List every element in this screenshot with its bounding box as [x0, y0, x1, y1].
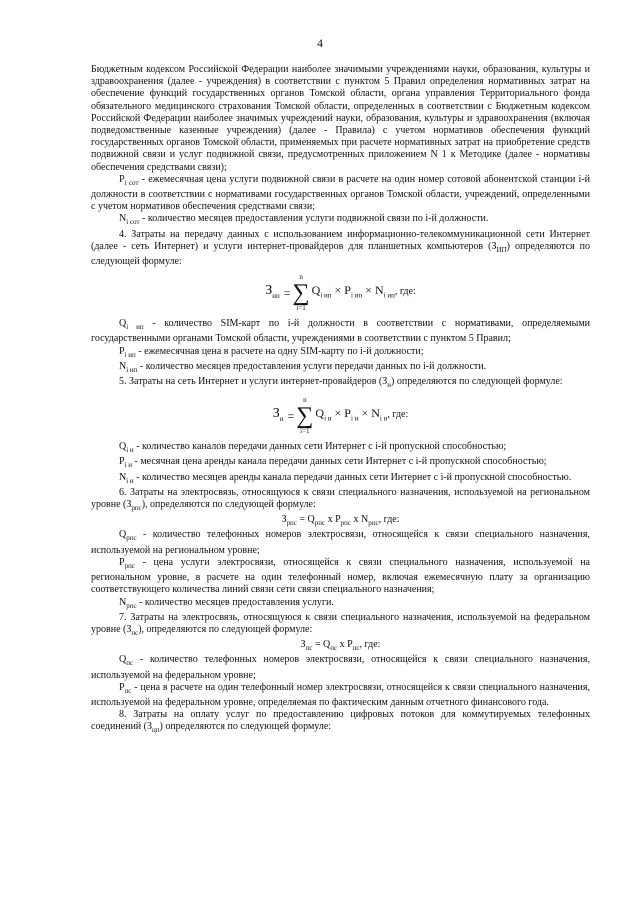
formula-federal-special: $З_{пс} = Q_{пс}$ х $P_{пс}$, где:	[300, 639, 381, 653]
definition-n-i: $N_{i и}$ - количество месяцев аренды канала передачи данных сети Интернет с i-й пропускной способностью.	[119, 471, 572, 485]
paragraph-7: 7. Затраты на электросвязь, относящуюся к связи специального назначения, используемой на федеральном уровне $(З_{пс})$, определяются по следующей формуле:	[91, 611, 590, 637]
definition-n-ip: $N_{i ип}$ - количество месяцев предоставления услуги передачи данных по i-й должности.	[119, 360, 487, 374]
formula-internet-tablets: $З_{ип}$ = n ∑ i=1 $Q_{i ип} \times P_{i ип} \times N_{i ип}$, где:	[265, 273, 416, 313]
definition-q-rps: $Q_{рпс}$ - количество телефонных номеров электросвязи, относящейся к связи специального назначения, используемой на региональном уровне;	[91, 529, 590, 556]
document-body	[91, 64, 590, 737]
paragraph-8: 8. Затраты на оплату услуг по предоставлению цифровых потоков для коммутируемых телефонных соединений $(З_{цп})$ определяются по следующей формуле:	[91, 709, 590, 735]
definition-q-ps: $Q_{пс}$ - количество телефонных номеров электросвязи, относящейся к связи специального назначения, используемой на федеральном уровне;	[91, 654, 590, 681]
paragraph-6: 6. Затраты на электросвязь, относящуюся к связи специального назначения, используемой на региональном уровне $(З_{рпс})$, определяются по следующей формуле:	[91, 486, 590, 513]
definition-p-rps: $P_{рпс}$ - цена услуги электросвязи, относящейся к связи специального назначения, используемой на региональном уровне, в расчете на один телефонный номер, включая ежемесячную плату за организацию соответствующего количества линий связи сети связи специального назначения;	[91, 556, 590, 596]
sum-symbol: n ∑ i=1	[296, 396, 314, 436]
paragraph-intro: Бюджетным кодексом Российской Федерации наиболее значимыми учреждениями науки, образования, культуры и здравоохранения (далее - учреждения) в соответствии с пунктом 5 Правил определения нормативных затрат на обеспечение функций государственных органов Томской области, органа управления Территориального фонда обязательного медицинского страхования Томской области, определенных в соответствии с Бюджетным кодексом Российской Федерации наиболее значимых учреждений науки, образования, культуры и здравоохранения (включая подведомственные казенные учреждения) (далее - Правила) с учетом нормативов обеспечения функций государственных органов Томской области, применяемых при расчете нормативных затрат на приобретение средств подвижной связи и услуг подвижной связи, предусмотренных приложением N 1 к Методике (далее - нормативы обеспечения средствами связи);	[91, 64, 590, 173]
definition-q-i: $Q_{i и}$ - количество каналов передачи данных сети Интернет с i-й пропускной способностью;	[119, 441, 507, 455]
formula-regional-special: $З_{рпс} = Q_{рпс}$ х $P_{рпс}$ х $N_{рпс}$, где:	[281, 514, 400, 528]
page-number: 4	[317, 36, 323, 50]
definition-p-ip: $P_{i ип}$ - ежемесячная цена в расчете на одну SIM-карту по i-й должности;	[119, 345, 424, 359]
definition-q-ip: $Q_{i ип}$ - количество SIM-карт по i-й должности в соответствии с нормативами, определяемыми государственными органами Томской области, учреждениями в соответствии с пунктом 5 Правил;	[91, 318, 591, 345]
definition-p-sot: $P_{i сот}$ - ежемесячная цена услуги подвижной связи в расчете на один номер сотовой абонентской станции i-й должности в соответствии с нормативами государственных органов Томской области, учреждений, определенными с учетом нормативов обеспечения средствами связи;	[91, 173, 590, 213]
definition-n-sot: $N_{i сот}$ - количество месяцев предоставления услуги подвижной связи по i-й должности.	[119, 213, 489, 227]
paragraph-5: 5. Затраты на сеть Интернет и услуги интернет-провайдеров $(З_и)$ определяются по следующей формуле:	[119, 376, 563, 390]
paragraph-4: 4. Затраты на передачу данных с использованием информационно-телекоммуникационной сети Интернет (далее - сеть Интернет) и услуги интернет-провайдеров для планшетных компьютеров $(З_{ИП})$ определяются по следующей формуле:	[91, 228, 590, 268]
definition-p-i: $P_{i и}$ - месячная цена аренды канала передачи данных сети Интернет с i-й пропускной способностью;	[119, 456, 547, 470]
definition-p-ps: $P_{пс}$ - цена в расчете на один телефонный номер электросвязи, относящейся к связи специального назначения, используемой на федеральном уровне, определяемая по фактическим данным отчетного финансового года.	[91, 681, 590, 708]
sum-symbol: n ∑ i=1	[292, 273, 310, 313]
formula-internet: $З_и$ = n ∑ i=1 $Q_{i и} \times P_{i и} \times N_{i и}$, где:	[272, 396, 409, 436]
definition-n-rps: $N_{рпс}$ - количество месяцев предоставления услуги.	[119, 596, 334, 610]
